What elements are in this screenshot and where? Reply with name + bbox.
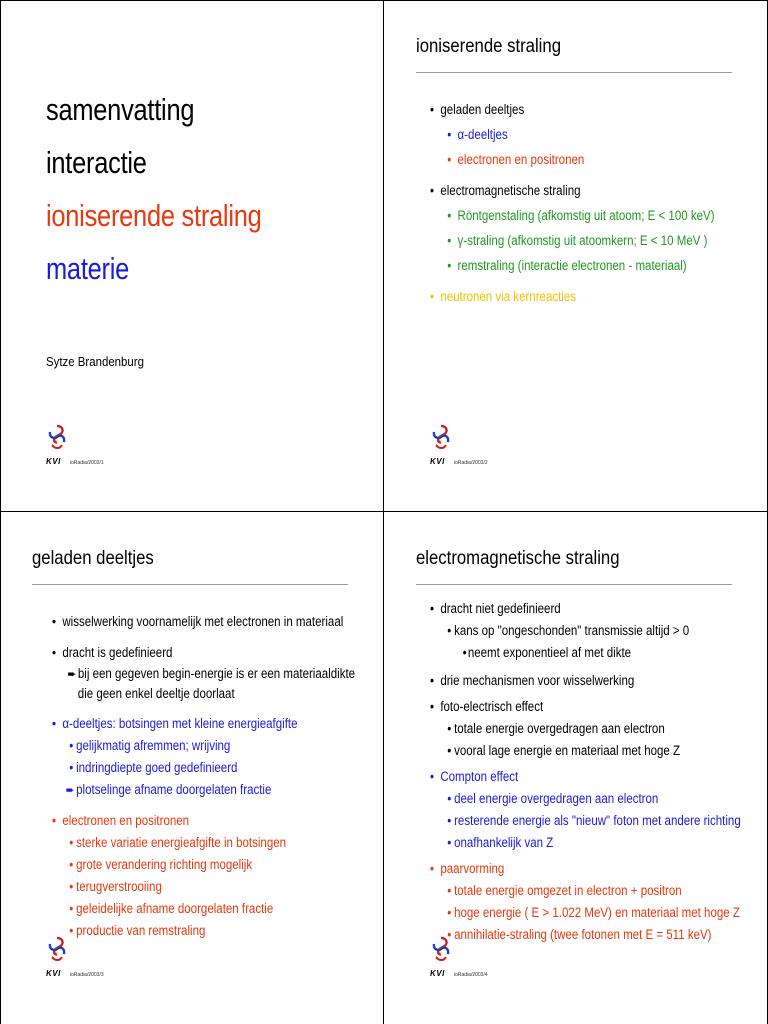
bullet-item: ➨ plotselinge afname doorgelaten fractie — [52, 779, 327, 801]
bullet-item: • electronen en positronen — [430, 149, 705, 171]
title-rule — [416, 584, 732, 585]
bullet-item: • terugverstrooiing — [52, 876, 327, 898]
bullet-item: • onafhankelijk van Z — [430, 832, 705, 854]
bullet-item: • geladen deeltjes — [430, 99, 705, 121]
title-rule — [32, 584, 348, 585]
slide-title: electromagnetische straling — [416, 548, 620, 569]
logo-label: KVI — [430, 969, 445, 978]
bullet-item: • dracht niet gedefinieerd — [430, 598, 705, 620]
bullet-item: ➨ bij een gegeven begin-energie is er een materiaaldikte — [52, 664, 327, 684]
bullet-item: • totale energie overgedragen aan electron — [430, 718, 705, 740]
logo-label: KVI — [46, 457, 61, 466]
bullet-item: • electromagnetische straling — [430, 180, 705, 202]
bullet-item: • paarvorming — [430, 858, 705, 880]
bullet-item: • remstraling (interactie electronen - materiaal) — [430, 255, 705, 277]
slide-footer: ioRadia/2003/4 — [454, 972, 488, 978]
bullet-item: • α-deeltjes — [430, 124, 705, 146]
logo-label: KVI — [46, 969, 61, 978]
bullet-item: • neutronen via kernreacties — [430, 286, 705, 308]
bullet-list — [430, 598, 750, 946]
bullet-item: • indringdiepte goed gedefinieerd — [52, 757, 327, 779]
bullet-list — [52, 611, 372, 942]
bullet-item: • hoge energie ( E > 1.022 MeV) en materiaal met hoge Z — [430, 902, 705, 924]
agenda-item-1: samenvatting — [46, 92, 195, 127]
slide-2 — [384, 0, 767, 511]
bullet-item: • neemt exponentieel af met dikte — [430, 642, 705, 664]
bullet-item: die geen enkel deeltje doorlaat — [77, 686, 235, 701]
bullet-item: • electronen en positronen — [52, 810, 327, 832]
bullet-item: • Röntgenstaling (afkomstig uit atoom; E < 100 keV) — [430, 205, 705, 227]
arrow-right-icon: ➨ — [67, 667, 77, 681]
slide-footer: ioRadia/2003/3 — [70, 972, 104, 978]
agenda-item-4: materie — [46, 251, 130, 286]
slide-1 — [0, 0, 383, 511]
slide-3 — [0, 512, 383, 1023]
bullet-item: • resterende energie als "nieuw" foton met andere richting — [430, 810, 705, 832]
bullet-item: • grote verandering richting mogelijk — [52, 854, 327, 876]
agenda-item-3: ioniserende straling — [46, 198, 262, 233]
bullet-item: • drie mechanismen voor wisselwerking — [430, 670, 705, 692]
slide-footer: ioRadia/2003/2 — [454, 460, 488, 466]
bullet-item: • geleidelijke afname doorgelaten fractie — [52, 898, 327, 920]
slide-title: geladen deeltjes — [32, 548, 154, 569]
bullet-item: • wisselwerking voornamelijk met electronen in materiaal — [52, 611, 327, 633]
logo-label: KVI — [430, 457, 445, 466]
agenda-item-2: interactie — [46, 145, 147, 180]
bullet-item: • γ-straling (afkomstig uit atoomkern; E < 10 MeV ) — [430, 230, 705, 252]
author-name: Sytze Brandenburg — [46, 354, 144, 369]
bullet-item: • dracht is gedefinieerd — [52, 642, 327, 664]
bullet-item: • Compton effect — [430, 766, 705, 788]
bullet-item: • annihilatie-straling (twee fotonen met E = 511 keV) — [430, 924, 705, 946]
bullet-item: • foto-electrisch effect — [430, 696, 705, 718]
bullet-item: • deel energie overgedragen aan electron — [430, 788, 705, 810]
title-rule — [416, 72, 732, 73]
arrow-right-icon: ➨ — [65, 783, 75, 797]
slide-4 — [384, 512, 767, 1023]
bullet-item: • gelijkmatig afremmen; wrijving — [52, 735, 327, 757]
bullet-list — [430, 99, 750, 308]
slide-footer: ioRadia/2003/1 — [70, 460, 104, 466]
bullet-item: • productie van remstraling — [52, 920, 327, 942]
bullet-item: • α-deeltjes: botsingen met kleine energieafgifte — [52, 713, 327, 735]
bullet-item: • sterke variatie energieafgifte in botsingen — [52, 832, 327, 854]
bullet-item: • vooral lage energie en materiaal met hoge Z — [430, 740, 705, 762]
slide-title: ioniserende straling — [416, 36, 561, 57]
bullet-item: • kans op "ongeschonden" transmissie altijd > 0 — [430, 620, 705, 642]
bullet-item: • totale energie omgezet in electron + positron — [430, 880, 705, 902]
